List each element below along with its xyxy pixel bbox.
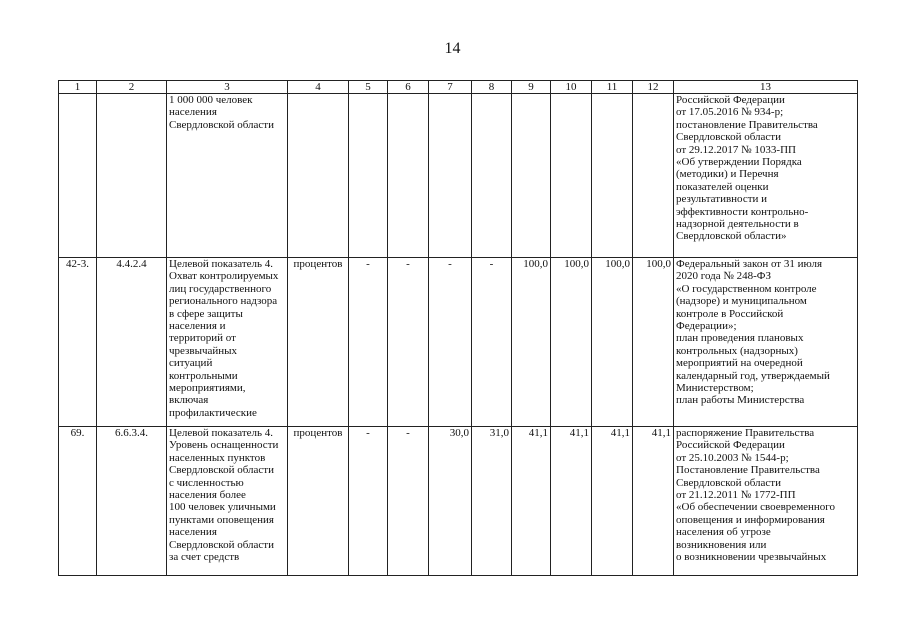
header-cell: 3 <box>167 81 288 94</box>
value-cell: - <box>349 258 388 427</box>
value-cell: 41,1 <box>512 427 551 576</box>
value-cell <box>512 94 551 258</box>
unit: процентов <box>288 258 349 427</box>
source-cell <box>674 94 858 258</box>
source-text: Российской Федерации от 17.05.2016 № 934-р; постановление Правительства Свердловской области от 29.12.2017 № 1033-ПП «Об утверждении Порядка (методики) и Перечня показателей оценки результативности и эффективности контрольно- надзорной деятельности в Свердловской области» <box>676 94 818 243</box>
value-cell: 100,0 <box>592 258 633 427</box>
value-cell: 41,1 <box>551 427 592 576</box>
value-cell <box>551 94 592 258</box>
indicator-name-text: Целевой показатель 4. Охват контролируемых лиц государственного регионального надзора в сфере защиты населения и территорий от чрезвычайных ситуаций контрольными мероприятиями, включая профилактические <box>169 258 279 419</box>
value-cell <box>633 94 674 258</box>
unit: процентов <box>288 427 349 576</box>
header-cell: 8 <box>472 81 512 94</box>
header-cell: 7 <box>429 81 472 94</box>
indicator-name <box>167 427 288 576</box>
header-cell: 11 <box>592 81 633 94</box>
header-cell: 2 <box>97 81 167 94</box>
indicator-code <box>97 94 167 258</box>
row-number: 42-3. <box>59 258 97 427</box>
header-cell: 4 <box>288 81 349 94</box>
indicator-name <box>167 94 288 258</box>
header-cell: 9 <box>512 81 551 94</box>
source-cell <box>674 427 858 576</box>
value-cell: - <box>429 258 472 427</box>
header-cell: 10 <box>551 81 592 94</box>
table-row <box>59 258 858 427</box>
value-cell: 41,1 <box>592 427 633 576</box>
source-text: распоряжение Правительства Российской Федерации от 25.10.2003 № 1544-р; Постановление Правительства Свердловской области от 21.12.2011 № 1772-ПП «Об обеспечении своевременного оповещения и информирования населения об угрозе возникновения или о возникновении чрезвычайных <box>676 427 836 564</box>
value-cell <box>388 94 429 258</box>
indicator-name-text: Целевой показатель 4. Уровень оснащенности населенных пунктов Свердловской области с численностью населения более 100 человек уличными пунктами оповещения населения Свердловской области за счет средств <box>169 427 279 564</box>
table-row <box>59 427 858 576</box>
header-cell: 6 <box>388 81 429 94</box>
value-cell: 100,0 <box>512 258 551 427</box>
indicator-code: 4.4.2.4 <box>97 258 167 427</box>
header-cell: 1 <box>59 81 97 94</box>
indicators-table <box>58 80 858 576</box>
value-cell <box>349 94 388 258</box>
value-cell <box>592 94 633 258</box>
value-cell: 30,0 <box>429 427 472 576</box>
indicator-name-text: 1 000 000 человек населения Свердловской области <box>169 94 274 131</box>
value-cell: - <box>472 258 512 427</box>
header-row <box>59 81 858 94</box>
value-cell: - <box>388 427 429 576</box>
page-number: 14 <box>444 40 461 57</box>
value-cell: 31,0 <box>472 427 512 576</box>
table-row <box>59 94 858 258</box>
row-number: 69. <box>59 427 97 576</box>
value-cell: 41,1 <box>633 427 674 576</box>
source-text: Федеральный закон от 31 июля 2020 года № 248-ФЗ «О государственном контроле (надзоре) и муниципальном контроле в Российской Федерации»; план проведения плановых контрольных (надзорных) мероприятий на очередной календарный год, утверждаемый Министерством; план работы Министерства <box>676 258 830 407</box>
header-cell: 13 <box>674 81 858 94</box>
source-cell <box>674 258 858 427</box>
value-cell: - <box>388 258 429 427</box>
indicator-name <box>167 258 288 427</box>
header-cell: 5 <box>349 81 388 94</box>
unit <box>288 94 349 258</box>
value-cell <box>429 94 472 258</box>
indicator-code: 6.6.3.4. <box>97 427 167 576</box>
value-cell: 100,0 <box>551 258 592 427</box>
value-cell: 100,0 <box>633 258 674 427</box>
value-cell: - <box>349 427 388 576</box>
row-number <box>59 94 97 258</box>
value-cell <box>472 94 512 258</box>
header-cell: 12 <box>633 81 674 94</box>
